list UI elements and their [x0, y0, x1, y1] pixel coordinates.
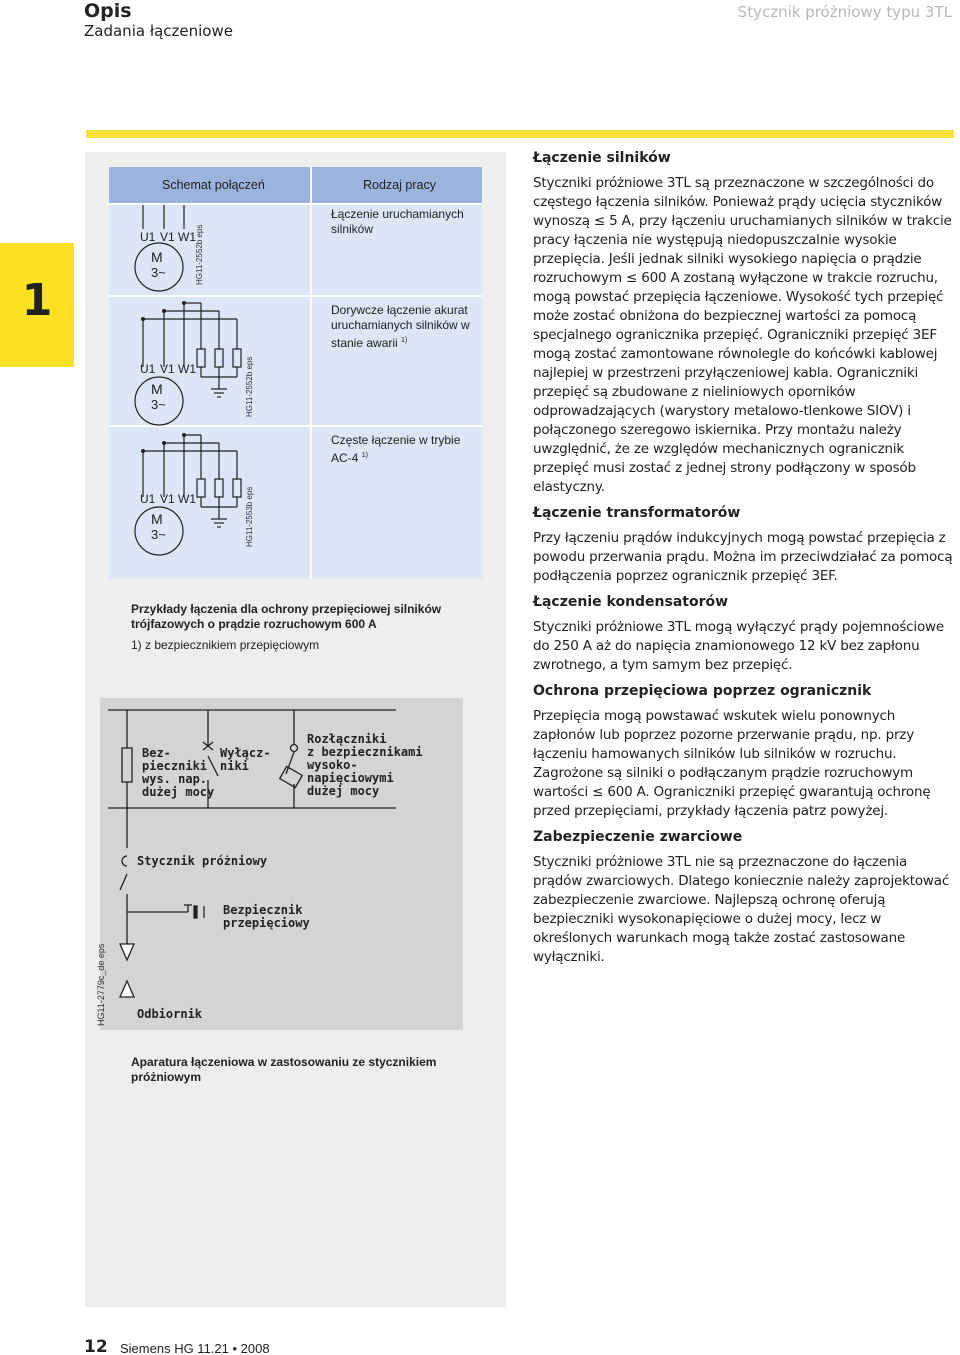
motor-label-w: W1: [178, 492, 196, 506]
motor-label-u: U1: [140, 492, 156, 506]
connection-table: [109, 167, 482, 579]
motor-label-w: W1: [178, 362, 196, 376]
motor-label-u: U1: [140, 362, 156, 376]
load-label: Odbiornik: [137, 1007, 203, 1021]
section-heading: Ochrona przepięciowa poprzez ogranicznik: [533, 683, 872, 699]
diagram-code: HG11-2779c_de eps: [96, 943, 106, 1026]
motor-label-u: U1: [140, 230, 156, 244]
mode-row-3: [331, 433, 476, 466]
section-paragraph: Styczniki próżniowe 3TL nie są przeznaczone do łączenia prądów zwarciowych. Dlatego koniecznie należy zaprojektować zabezpieczenie zwarciowe. Najlepszą ochronę oferują bezpieczniki wysokonapięciowe o dużej mocy, lecz w określonych warunkach mogą także zostać zastosowane wyłączniki.: [533, 854, 950, 965]
scheme-code: HG11-2552b eps: [245, 356, 254, 417]
section-transformers: [533, 505, 958, 586]
motor-label-m: M: [151, 511, 163, 527]
surge-fuse-label: Bezpiecznik przepięciowy: [223, 903, 310, 930]
disconnectors-label: Rozłączniki z bezpiecznikami wysoko- napięciowymi dużej mocy: [307, 732, 423, 798]
switchgear-diagram: [100, 698, 463, 1030]
table-header-mode: [312, 167, 482, 203]
hv-fuses-label: Bez- pieczniki wys. nap. dużej mocy: [142, 746, 215, 799]
section-surge-protection: [533, 683, 958, 821]
document-title: Stycznik próżniowy typu 3TL: [737, 3, 952, 21]
section-heading: Zabezpieczenie zwarciowe: [533, 829, 743, 845]
motor-label-phase: 3~: [151, 397, 166, 412]
page-subtitle: Zadania łączeniowe: [84, 22, 233, 40]
section-heading: Łączenie kondensatorów: [533, 594, 729, 610]
section-heading: Łączenie transformatorów: [533, 505, 741, 521]
scheme-code: HG11-2552b eps: [195, 224, 204, 285]
figure-caption-1: Przykłady łączenia dla ochrony przepięciowej silników trójfazowych o prądzie rozruchowym 600 A: [131, 602, 442, 631]
publication-info: Siemens HG 11.21 • 2008: [120, 1341, 270, 1355]
scheme-code: HG11-2553b eps: [245, 486, 254, 547]
figure-caption-2: Aparatura łączeniowa w zastosowaniu ze stycznikiem próżniowym: [131, 1055, 437, 1084]
table-body-mode: [312, 205, 482, 579]
footnote-marker: 1): [401, 337, 408, 344]
body-text: [533, 150, 958, 975]
switches-label: Wyłącz- niki: [220, 746, 271, 773]
figure-note-1: 1) z bezpiecznikiem przepięciowym: [131, 638, 320, 652]
table-header-mode-label: Rodzaj pracy: [363, 178, 436, 192]
motor-label-m: M: [151, 249, 163, 265]
section-paragraph: Przy łączeniu prądów indukcyjnych mogą powstać przepięcia z powodu przerwania prądu. Można im przeciwdziałać za pomocą podłączenia poprzez ogranicznik przepięć 3EF.: [533, 530, 953, 584]
motor-label-w: W1: [178, 230, 196, 244]
footnote-marker: 1): [361, 452, 368, 459]
page-title: Opis: [84, 0, 132, 22]
header-rule: [86, 130, 954, 138]
motor-schemes-svg: [109, 205, 310, 579]
chapter-tab: [0, 243, 74, 367]
section-paragraph: Styczniki próżniowe 3TL są przeznaczone w szczególności do częstego łączenia silników. Ponieważ prądy ucięcia styczników wynoszą ≤ 5 A, przy łączeniu uruchamianych silników w trakcie pracy łączenia nie występują niedopuszczalnie wysokie przepięcia. Jeśli jednak silniki wysokiego napięcia o prądzie rozruchowym ≤ 600 A zostaną wyłączone w trakcie rozruchu, mogą powstać przepięcia łączeniowe. Wysokość tych przepięć może zostać obniżona do bezpiecznej wartości za pomocą specjalnego ogranicznika przepięć. Ograniczniki przepięć 3EF mogą zostać zamontowane równolegle do końcówki kablowej najlepiej w przestrzeni przyłączeniowej kabla. Ograniczniki przepięć są zbudowane z nieliniowych oporników odprowadzających (warystory metalowo-tlenkowe SIOV) i połączonego szeregowo iskiernika. Przy montażu należy uwzględnić, że ze względów mechanicznych ogranicznik przepięć musi zostać z jednej strony podłączony w sposób elastyczny.: [533, 175, 952, 495]
motor-label-v: V1: [160, 230, 175, 244]
mode-row-2: [331, 303, 476, 351]
chapter-number: 1: [21, 275, 53, 326]
motor-label-phase: 3~: [151, 265, 166, 280]
section-heading: Łączenie silników: [533, 150, 671, 166]
mode-row-1-text: Łączenie uruchamianych silników: [331, 207, 464, 236]
section-motors: [533, 150, 958, 497]
section-paragraph: Styczniki próżniowe 3TL mogą wyłączyć prądy pojemnościowe do 250 A aż do napięcia znamionowego 12 kV bez zapłonu zwrotnego, a tym samym bez przepięć.: [533, 619, 944, 673]
mode-row-1: [331, 207, 476, 237]
motor-label-phase: 3~: [151, 527, 166, 542]
mode-row-3-text: Częste łączenie w trybie AC-4: [331, 433, 461, 465]
mode-row-2-text: Dorywcze łączenie akurat uruchamianych silników w stanie awarii: [331, 303, 470, 350]
vacuum-contactor-label: Stycznik próżniowy: [137, 854, 268, 868]
table-header-scheme-label: Schemat połączeń: [162, 178, 265, 192]
motor-label-m: M: [151, 381, 163, 397]
motor-label-v: V1: [160, 492, 175, 506]
section-paragraph: Przepięcia mogą powstawać wskutek wielu ponownych zapłonów lub poprzez pozorne przerwanie prądu, np. przy łączeniu hamowanych silników lub silników w rozruchu. Zagrożone są silniki o podłączanym prądzie rozruchowym wartości ≤ 600 A. Ograniczniki przepięć gwarantują ochronę przed przepięciami, przykłady łączenia patrz powyżej.: [533, 708, 931, 819]
page-number: 12: [84, 1337, 108, 1355]
motor-label-v: V1: [160, 362, 175, 376]
table-header-scheme: [109, 167, 310, 203]
section-short-circuit: [533, 829, 958, 967]
section-capacitors: [533, 594, 958, 675]
